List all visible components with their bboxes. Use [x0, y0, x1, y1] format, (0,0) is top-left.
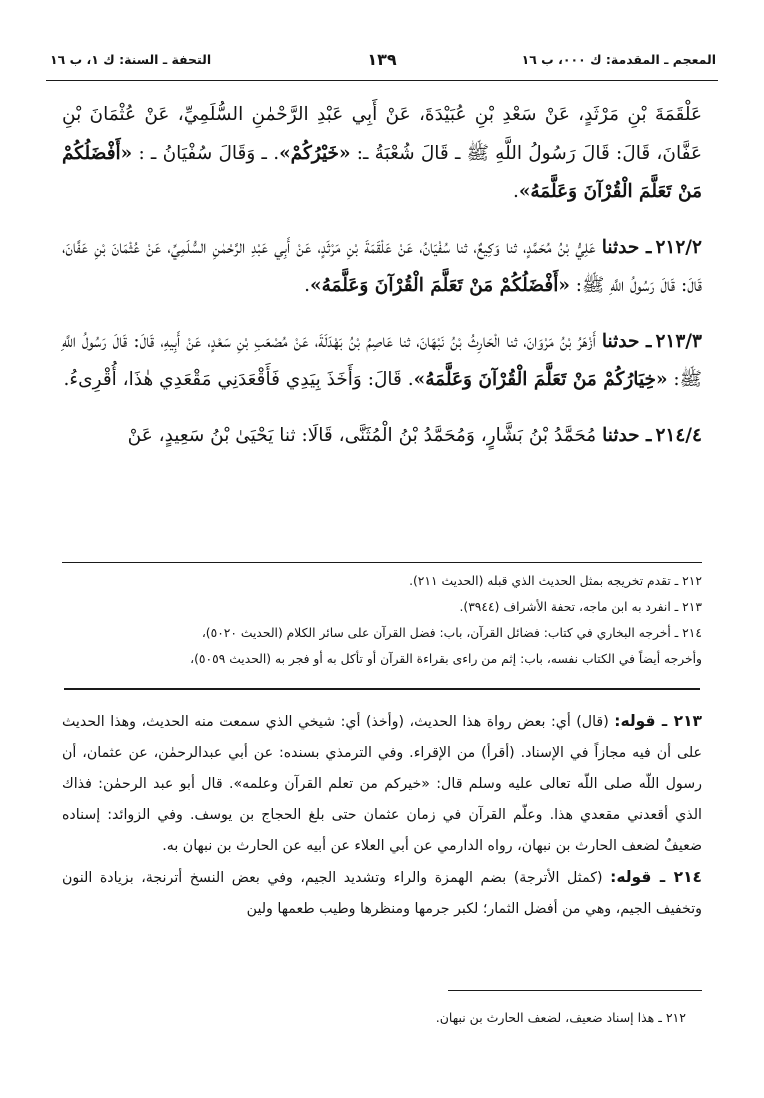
hadith-text-segment: أَزْهَرُ بْنُ مَرْوَانَ، ثنا الْحَارِثُ بْنُ نَبْهَانَ، ثنا عَاصِمُ بْنُ بَهْدَلَةَ، عَنْ مُصْعَبِ بْنِ سَعْدٍ، عَنْ أَبِيهِ، قَالَ: قَالَ رَسُولُ اللَّهِ ﷺ:: [62, 330, 702, 390]
grading-footnote: ٢١٢ ـ هذا إسناد ضعيف، لضعف الحارث بن نبهان.: [435, 1010, 686, 1025]
hadith-213: [62, 323, 702, 400]
narration-keyword: ـ حدثنا: [601, 236, 652, 258]
commentary-text: (قال) أي: بعض رواة هذا الحديث، (وأخذ) أي: شيخي الذي سمعت منه الحديث، وهذا الحديث على أن فيه مجازاً في الإسناد. (أقرأ) من الإقراء. وفي الترمذي بسنده: عن أبي عبدالرحمٰن، عن عثمان، أن رسول اللّه صلى اللّه تعالى عليه وسلم قال: «خيركم من تعلم القرآن وعلمه». قال أبو عبد الرحمٰن: فذاك الذي أقعدني مقعدي هذا. وعلّم القرآن في زمان عثمان حتى بلغ الحجاج بن يوسف. وفي الزوائد: إسناده ضعيفٌ لضعف الحارث بن نبهان، رواه الدارمي عن أبي العلاء عن أبيه عن الحارث بن نبهان به.: [62, 714, 702, 854]
hadith-number: ٢١٤/٤: [655, 424, 702, 446]
header-left-reference: التحفة ـ السنة: ك ١، ب ١٦: [50, 52, 212, 67]
page-number: ١٣٩: [367, 50, 397, 69]
hadith-214: [62, 417, 702, 456]
commentary-keyword: ـ قوله:: [614, 712, 674, 730]
hadith-text: [62, 96, 702, 455]
hadith-number: ٢١٣/٣: [655, 330, 702, 352]
footnote-line: ٢١٤ ـ أخرجه البخاري في كتاب: فضائل القرآن، باب: فضل القرآن على سائر الكلام (الحديث ٥٠٢٠)،: [201, 626, 702, 640]
commentary-text: (كمثل الأترجة) بضم الهمزة والراء وتشديد الجيم، وفي بعض النسخ أترنجة، بزيادة النون وتخفيف الجيم، وهي من أفضل الثمار؛ لكبر جرمها ومنظرها وطيب طعمها ولين: [62, 870, 702, 917]
narration-keyword: ـ حدثنا: [602, 424, 652, 446]
prophetic-quote: «خَيْرُكُمْ»: [279, 142, 351, 164]
footnote-line: ٢١٢ ـ تقدم تخريجه بمثل الحديث الذي قبله (الحديث ٢١١).: [409, 574, 702, 588]
hadith-text-segment: .: [304, 275, 311, 296]
header-divider: [46, 80, 718, 81]
prophetic-quote: «خِيَارُكُمْ مَنْ تَعَلَّمَ الْقُرْآنَ وَعَلَّمَهُ»: [413, 369, 668, 390]
commentary-number: ٢١٣: [673, 712, 702, 730]
hadith-text-segment: مُحَمَّدُ بْنُ بَشَّارٍ، وَمُحَمَّدُ بْنُ الْمُثَنَّى، قَالَا: ثنا يَحْيَىٰ بْنُ سَعِيدٍ، عَنْ: [127, 424, 603, 446]
commentary-number: ٢١٤: [673, 868, 702, 886]
commentary-divider: [64, 688, 700, 690]
footnotes-divider: [62, 562, 702, 563]
commentary-keyword: ـ قوله:: [610, 868, 674, 886]
hadith-text-segment: .: [512, 181, 519, 202]
prophetic-quote: «أَفْضَلُكُمْ مَنْ تَعَلَّمَ الْقُرْآنَ وَعَلَّمَهُ»: [310, 275, 570, 296]
prophetic-quote: «أَفْضَلُكُمْ مَنْ تَعَلَّمَ الْقُرْآنَ وَعَلَّمَهُ»: [62, 142, 702, 202]
hadith-text-segment: . قَالَ: وَأَخَذَ بِيَدِي فَأَقْعَدَنِي مَقْعَدِي هٰذَا، أُقْرِىءُ.: [63, 369, 414, 390]
commentary-213: [62, 706, 702, 862]
commentary-214: [62, 862, 702, 925]
hadith-text-segment: عَلْقَمَةَ بْنِ مَرْثَدٍ، عَنْ سَعْدِ بْنِ عُبَيْدَةَ، عَنْ أَبِي عَبْدِ الرَّحْمٰنِ السُّلَمِيِّ، عَنْ عُثْمَانَ بْنِ عَفَّانَ، قَالَ: قَالَ رَسُولُ اللَّهِ ﷺ ـ قَالَ شُعْبَةُ ـ:: [62, 104, 702, 164]
header-right-reference: المعجم ـ المقدمة: ك ٠٠٠، ب ١٦: [521, 52, 716, 67]
hadith-text-segment: عَلِيُّ بْنُ مُحَمَّدٍ، ثنا وَكِيعٌ، ثنا سُفْيَانُ، عَنْ عَلْقَمَةَ بْنِ مَرْثَدٍ، عَنْ أَبِي عَبْدِ الرَّحْمٰنِ السُّلَمِيِّ، عَنْ عُثْمَانَ بْنِ عَفَّانَ، قَالَ: قَالَ رَسُولُ اللَّهِ ﷺ:: [62, 236, 702, 296]
sindi-commentary: [62, 706, 702, 925]
page-header: [34, 50, 730, 72]
footnote-line: وأخرجه أيضاً في الكتاب نفسه، باب: إثم من راءى بقراءة القرآن أو تأكل به أو فجر به (الحديث ٥٠٥٩)،: [190, 652, 702, 666]
hadith-212: [62, 229, 702, 306]
footnote-line: ٢١٣ ـ انفرد به ابن ماجه، تحفة الأشراف (٣٩٤٤).: [459, 600, 702, 614]
hadith-number: ٢١٢/٢: [655, 236, 702, 258]
hadith-211-continuation: [62, 96, 702, 212]
final-note-divider: [448, 990, 702, 991]
narration-keyword: ـ حدثنا: [601, 330, 652, 352]
takhrij-footnotes: [62, 568, 702, 672]
hadith-text-segment: . ـ وَقَالَ سُفْيَانُ ـ :: [132, 142, 280, 164]
